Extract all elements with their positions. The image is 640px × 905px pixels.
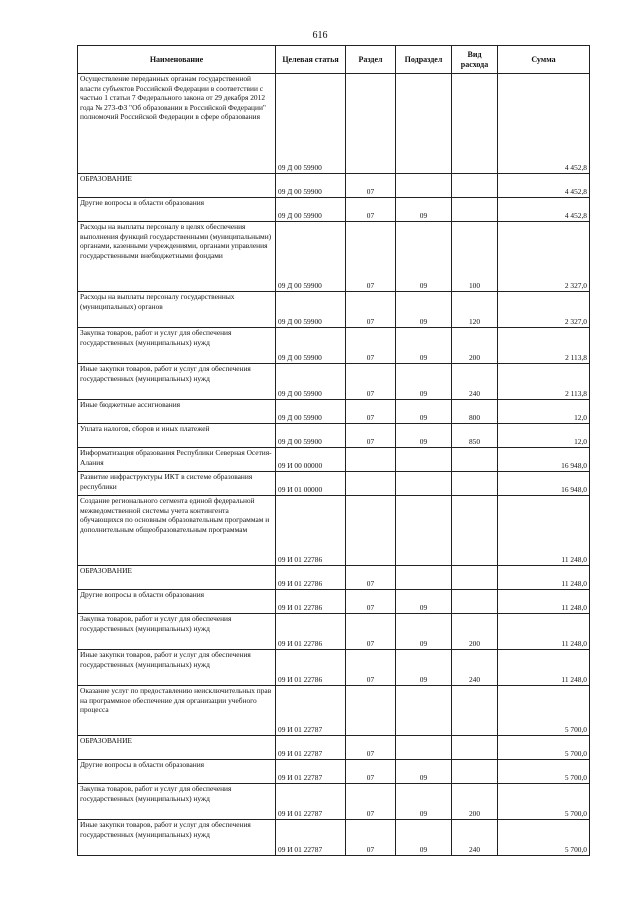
row-subsection-cell: 09 (396, 760, 452, 784)
row-amount-cell: 11 248,0 (498, 614, 590, 650)
table-row (78, 174, 590, 198)
row-name-cell: Закупка товаров, работ и услуг для обеспечения государственных (муниципальных) нужд (78, 614, 276, 650)
row-name-cell: Иные бюджетные ассигнования (78, 400, 276, 424)
row-expense-type-cell: 100 (452, 222, 498, 292)
row-amount-cell: 5 700,0 (498, 686, 590, 736)
row-section-cell: 07 (346, 198, 396, 222)
table-row (78, 472, 590, 496)
row-name-cell: Расходы на выплаты персоналу государственных (муниципальных) органов (78, 292, 276, 328)
row-expense-type-cell (452, 448, 498, 472)
row-subsection-cell (396, 448, 452, 472)
table-row (78, 496, 590, 566)
table-row (78, 292, 590, 328)
table-row (78, 820, 590, 856)
row-amount-cell: 4 452,8 (498, 174, 590, 198)
row-subsection-cell: 09 (396, 424, 452, 448)
row-subsection-cell (396, 686, 452, 736)
table-row (78, 198, 590, 222)
row-name-cell: Закупка товаров, работ и услуг для обеспечения государственных (муниципальных) нужд (78, 784, 276, 820)
table-row (78, 424, 590, 448)
row-target-cell: 09 Д 00 59900 (276, 74, 346, 174)
row-expense-type-cell: 200 (452, 614, 498, 650)
row-target-cell: 09 Д 00 59900 (276, 222, 346, 292)
row-subsection-cell (396, 566, 452, 590)
row-amount-cell: 16 948,0 (498, 448, 590, 472)
row-expense-type-cell: 120 (452, 292, 498, 328)
row-target-cell: 09 Д 00 59900 (276, 400, 346, 424)
row-expense-type-cell: 800 (452, 400, 498, 424)
row-expense-type-cell (452, 174, 498, 198)
table-row (78, 686, 590, 736)
row-name-cell: Развитие инфраструктуры ИКТ в системе образования республики (78, 472, 276, 496)
table-row (78, 364, 590, 400)
row-target-cell: 09 Д 00 59900 (276, 364, 346, 400)
row-name-cell: Иные закупки товаров, работ и услуг для обеспечения государственных (муниципальных) нужд (78, 650, 276, 686)
row-name-cell: ОБРАЗОВАНИЕ (78, 174, 276, 198)
row-amount-cell: 5 700,0 (498, 760, 590, 784)
row-target-cell: 09 И 01 22787 (276, 736, 346, 760)
row-target-cell: 09 И 01 22786 (276, 590, 346, 614)
row-expense-type-cell (452, 496, 498, 566)
row-name-cell: Иные закупки товаров, работ и услуг для обеспечения государственных (муниципальных) нужд (78, 364, 276, 400)
page-number: 616 (312, 30, 328, 41)
row-section-cell (346, 686, 396, 736)
row-amount-cell: 5 700,0 (498, 820, 590, 856)
row-name-cell: Другие вопросы в области образования (78, 760, 276, 784)
row-subsection-cell: 09 (396, 590, 452, 614)
row-amount-cell: 5 700,0 (498, 784, 590, 820)
row-expense-type-cell: 200 (452, 328, 498, 364)
table-body (78, 74, 590, 856)
row-name-cell: Осуществление переданных органам государственной власти субъектов Российской Федерации в соответствии с частью 1 статьи 7 Федерального закона от 29 декабря 2012 года № 273-ФЗ "Об образовании в Российской Федерации" полномочий Российской Федерации в сфере образования (78, 74, 276, 174)
row-name-cell: Другие вопросы в области образования (78, 590, 276, 614)
row-name-cell: Иные закупки товаров, работ и услуг для обеспечения государственных (муниципальных) нужд (78, 820, 276, 856)
row-section-cell: 07 (346, 424, 396, 448)
row-name-cell: Закупка товаров, работ и услуг для обеспечения государственных (муниципальных) нужд (78, 328, 276, 364)
row-name-cell: ОБРАЗОВАНИЕ (78, 736, 276, 760)
row-section-cell: 07 (346, 222, 396, 292)
row-target-cell: 09 Д 00 59900 (276, 424, 346, 448)
row-target-cell: 09 Д 00 59900 (276, 328, 346, 364)
table-row (78, 784, 590, 820)
row-expense-type-cell: 240 (452, 820, 498, 856)
row-section-cell: 07 (346, 820, 396, 856)
table-row (78, 328, 590, 364)
row-amount-cell: 11 248,0 (498, 650, 590, 686)
row-section-cell: 07 (346, 328, 396, 364)
row-section-cell: 07 (346, 364, 396, 400)
row-expense-type-cell (452, 198, 498, 222)
row-subsection-cell (396, 472, 452, 496)
row-target-cell: 09 И 01 22786 (276, 496, 346, 566)
row-subsection-cell: 09 (396, 222, 452, 292)
row-target-cell: 09 Д 00 59900 (276, 292, 346, 328)
row-subsection-cell: 09 (396, 198, 452, 222)
row-amount-cell: 2 113,8 (498, 328, 590, 364)
table-row (78, 650, 590, 686)
row-section-cell: 07 (346, 650, 396, 686)
row-amount-cell: 12,0 (498, 400, 590, 424)
table-row (78, 760, 590, 784)
row-target-cell: 09 И 00 00000 (276, 448, 346, 472)
row-target-cell: 09 И 01 22786 (276, 650, 346, 686)
header-amount: Сумма (498, 46, 590, 74)
row-section-cell: 07 (346, 292, 396, 328)
row-section-cell: 07 (346, 566, 396, 590)
header-target: Целевая статья (276, 46, 346, 74)
row-expense-type-cell: 200 (452, 784, 498, 820)
row-target-cell: 09 И 01 22787 (276, 784, 346, 820)
row-name-cell: Другие вопросы в области образования (78, 198, 276, 222)
table-row (78, 736, 590, 760)
row-amount-cell: 2 327,0 (498, 222, 590, 292)
row-expense-type-cell (452, 472, 498, 496)
row-amount-cell: 5 700,0 (498, 736, 590, 760)
row-section-cell: 07 (346, 760, 396, 784)
header-name: Наименование (78, 46, 276, 74)
row-target-cell: 09 Д 00 59900 (276, 174, 346, 198)
header-section: Раздел (346, 46, 396, 74)
row-subsection-cell (396, 736, 452, 760)
row-expense-type-cell (452, 686, 498, 736)
row-section-cell (346, 448, 396, 472)
row-amount-cell: 4 452,8 (498, 74, 590, 174)
table-row (78, 614, 590, 650)
row-amount-cell: 4 452,8 (498, 198, 590, 222)
row-section-cell: 07 (346, 400, 396, 424)
row-subsection-cell: 09 (396, 400, 452, 424)
row-target-cell: 09 И 01 22786 (276, 566, 346, 590)
row-target-cell: 09 И 01 22786 (276, 614, 346, 650)
row-target-cell: 09 И 01 22787 (276, 760, 346, 784)
row-name-cell: Оказание услуг по предоставлению неисключительных прав на программное обеспечение для организации учебного процесса (78, 686, 276, 736)
table-header-row (78, 46, 590, 74)
row-subsection-cell: 09 (396, 614, 452, 650)
row-name-cell: Уплата налогов, сборов и иных платежей (78, 424, 276, 448)
row-target-cell: 09 И 01 22787 (276, 686, 346, 736)
row-name-cell: Создание регионального сегмента единой федеральной межведомственной системы учета контингента обучающихся по основным образовательным программам и дополнительным общеобразовательным программам (78, 496, 276, 566)
table-row (78, 74, 590, 174)
row-amount-cell: 11 248,0 (498, 566, 590, 590)
row-target-cell: 09 Д 00 59900 (276, 198, 346, 222)
row-expense-type-cell (452, 760, 498, 784)
table-row (78, 400, 590, 424)
row-subsection-cell: 09 (396, 292, 452, 328)
row-amount-cell: 16 948,0 (498, 472, 590, 496)
row-section-cell (346, 496, 396, 566)
row-expense-type-cell (452, 566, 498, 590)
header-expense-type: Вид расхода (452, 46, 498, 74)
row-subsection-cell: 09 (396, 650, 452, 686)
row-expense-type-cell: 240 (452, 364, 498, 400)
row-section-cell (346, 74, 396, 174)
row-subsection-cell (396, 496, 452, 566)
row-section-cell: 07 (346, 174, 396, 198)
row-amount-cell: 12,0 (498, 424, 590, 448)
row-expense-type-cell: 850 (452, 424, 498, 448)
row-expense-type-cell: 240 (452, 650, 498, 686)
row-name-cell: Информатизация образования Республики Северная Осетия-Алания (78, 448, 276, 472)
row-amount-cell: 11 248,0 (498, 496, 590, 566)
row-name-cell: ОБРАЗОВАНИЕ (78, 566, 276, 590)
row-expense-type-cell (452, 74, 498, 174)
row-subsection-cell (396, 74, 452, 174)
table-row (78, 566, 590, 590)
row-expense-type-cell (452, 590, 498, 614)
row-amount-cell: 2 327,0 (498, 292, 590, 328)
row-expense-type-cell (452, 736, 498, 760)
row-subsection-cell: 09 (396, 784, 452, 820)
row-subsection-cell: 09 (396, 820, 452, 856)
row-section-cell (346, 472, 396, 496)
row-section-cell: 07 (346, 590, 396, 614)
row-section-cell: 07 (346, 784, 396, 820)
table-row (78, 448, 590, 472)
row-name-cell: Расходы на выплаты персоналу в целях обеспечения выполнения функций государственными (муниципальными) органами, казенными учреждениями, органами управления государственными внебюджетными фондами (78, 222, 276, 292)
row-subsection-cell: 09 (396, 364, 452, 400)
row-subsection-cell: 09 (396, 328, 452, 364)
row-subsection-cell (396, 174, 452, 198)
row-section-cell: 07 (346, 736, 396, 760)
header-subsection: Подраздел (396, 46, 452, 74)
table-row (78, 222, 590, 292)
row-target-cell: 09 И 01 22787 (276, 820, 346, 856)
row-target-cell: 09 И 01 00000 (276, 472, 346, 496)
row-section-cell: 07 (346, 614, 396, 650)
table-row (78, 590, 590, 614)
row-amount-cell: 2 113,8 (498, 364, 590, 400)
row-amount-cell: 11 248,0 (498, 590, 590, 614)
budget-table (77, 45, 590, 856)
